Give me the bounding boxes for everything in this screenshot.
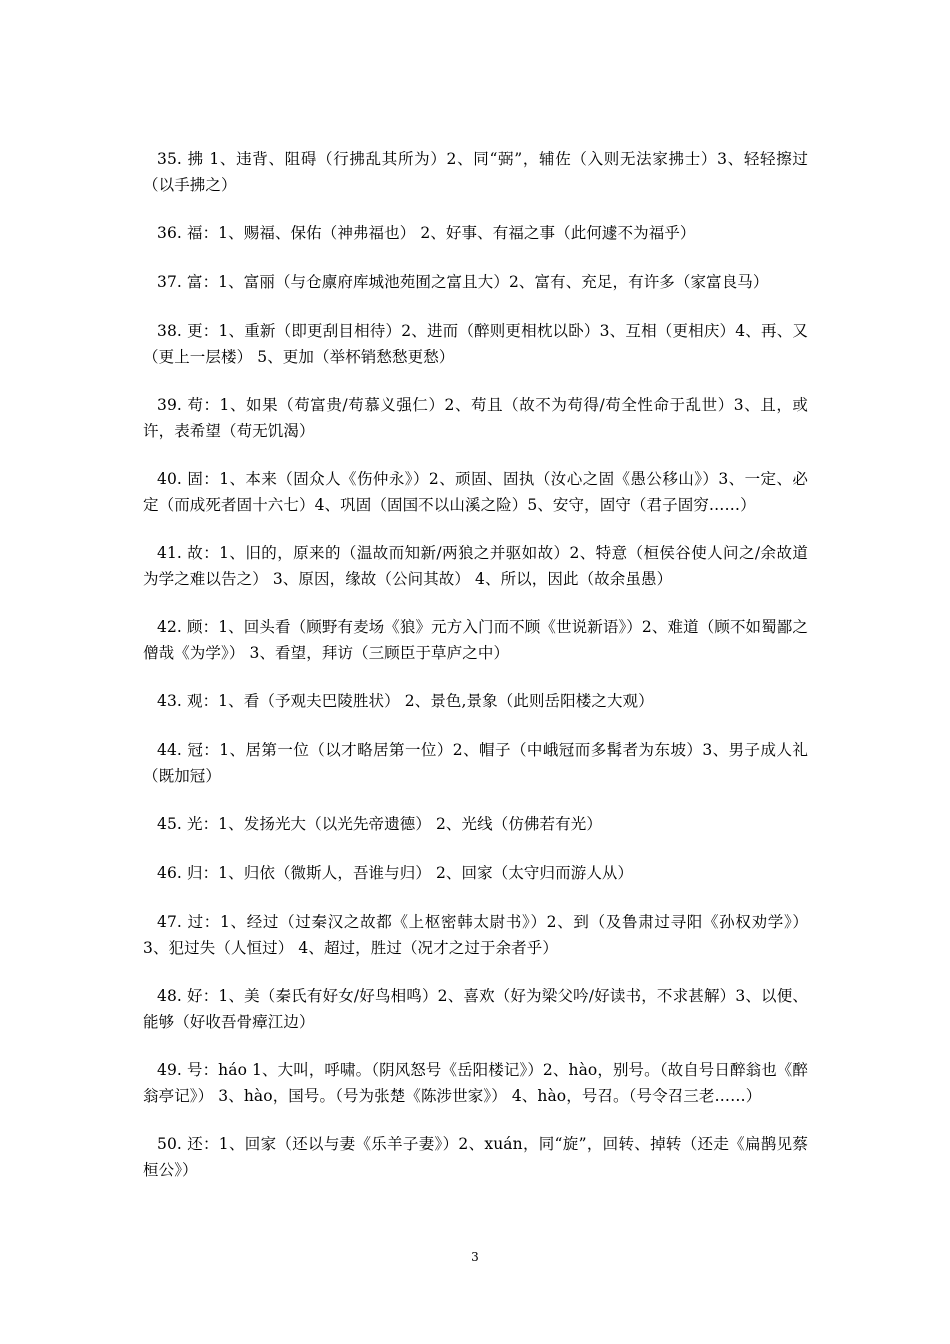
entry-37: 37. 富：1、富丽（与仓廪府库城池苑囿之富且大）2、富有、充足，有许多（家富良马） bbox=[157, 273, 769, 291]
entry-35: 35. 拂 1、违背、阻碍（行拂乱其所为）2、同“弼”，辅佐（入则无法家拂士）3、轻轻擦过（以手拂之） bbox=[143, 150, 808, 194]
entry-41: 41. 故：1、旧的，原来的（温故而知新/两狼之并驱如故）2、特意（桓侯谷使人问之/余故道为学之难以告之） 3、原因，缘故（公问其故） 4、所以，因此（故余虽愚） bbox=[143, 544, 808, 588]
entry-44: 44. 冠：1、居第一位（以才略居第一位）2、帽子（中峨冠而多髯者为东坡）3、男子成人礼（既加冠） bbox=[143, 741, 808, 785]
entry-43: 43. 观：1、看（予观夫巴陵胜状） 2、景色,景象（此则岳阳楼之大观） bbox=[157, 692, 654, 710]
entry-45: 45. 光：1、发扬光大（以光先帝遗德） 2、光线（仿佛若有光） bbox=[157, 815, 602, 833]
entry-47: 47. 过：1、经过（过秦汉之故都《上枢密韩太尉书》）2、到（及鲁肃过寻阳《孙权劝学》）3、犯过失（人恒过） 4、超过，胜过（况才之过于余者乎） bbox=[143, 913, 808, 957]
entry-38: 38. 更：1、重新（即更刮目相待）2、进而（醉则更相枕以卧）3、互相（更相庆）4、再、又（更上一层楼） 5、更加（举杯销愁愁更愁） bbox=[143, 322, 808, 366]
entry-46: 46. 归：1、归依（微斯人，吾谁与归） 2、回家（太守归而游人从） bbox=[157, 864, 634, 882]
entry-49: 49. 号：háo 1、大叫，呼啸。（阴风怒号《岳阳楼记》）2、hào，别号。（故自号日醉翁也《醉翁亭记》） 3、hào，国号。（号为张楚《陈涉世家》） 4、hào，号召。（号令召三老……） bbox=[143, 1061, 808, 1105]
page-number: 3 bbox=[471, 1250, 479, 1264]
entry-50: 50. 还：1、回家（还以与妻《乐羊子妻》）2、xuán，同“旋”，回转、掉转（还走《扁鹊见蔡桓公》） bbox=[143, 1135, 808, 1179]
entry-48: 48. 好：1、美（秦氏有好女/好鸟相鸣）2、喜欢（好为梁父吟/好读书，不求甚解）3、以便、能够（好收吾骨瘴江边） bbox=[143, 987, 808, 1031]
entry-39: 39. 苟：1、如果（苟富贵/苟慕义强仁）2、苟且（故不为苟得/苟全性命于乱世）3、且，或许，表希望（苟无饥渴） bbox=[143, 396, 808, 440]
entry-40: 40. 固：1、本来（固众人《伤仲永》）2、顽固、固执（汝心之固《愚公移山》）3、一定、必定（而成死者固十六七）4、巩固（固国不以山溪之险）5、安守，固守（君子固穷……） bbox=[143, 470, 808, 514]
entry-42: 42. 顾：1、回头看（顾野有麦场《狼》元方入门而不顾《世说新语》）2、难道（顾不如蜀鄙之僧哉《为学》） 3、看望，拜访（三顾臣于草庐之中） bbox=[143, 618, 808, 662]
entry-36: 36. 福：1、赐福、保佑（神弗福也） 2、好事、有福之事（此何遽不为福乎） bbox=[157, 224, 696, 242]
entry-list bbox=[143, 146, 808, 1205]
